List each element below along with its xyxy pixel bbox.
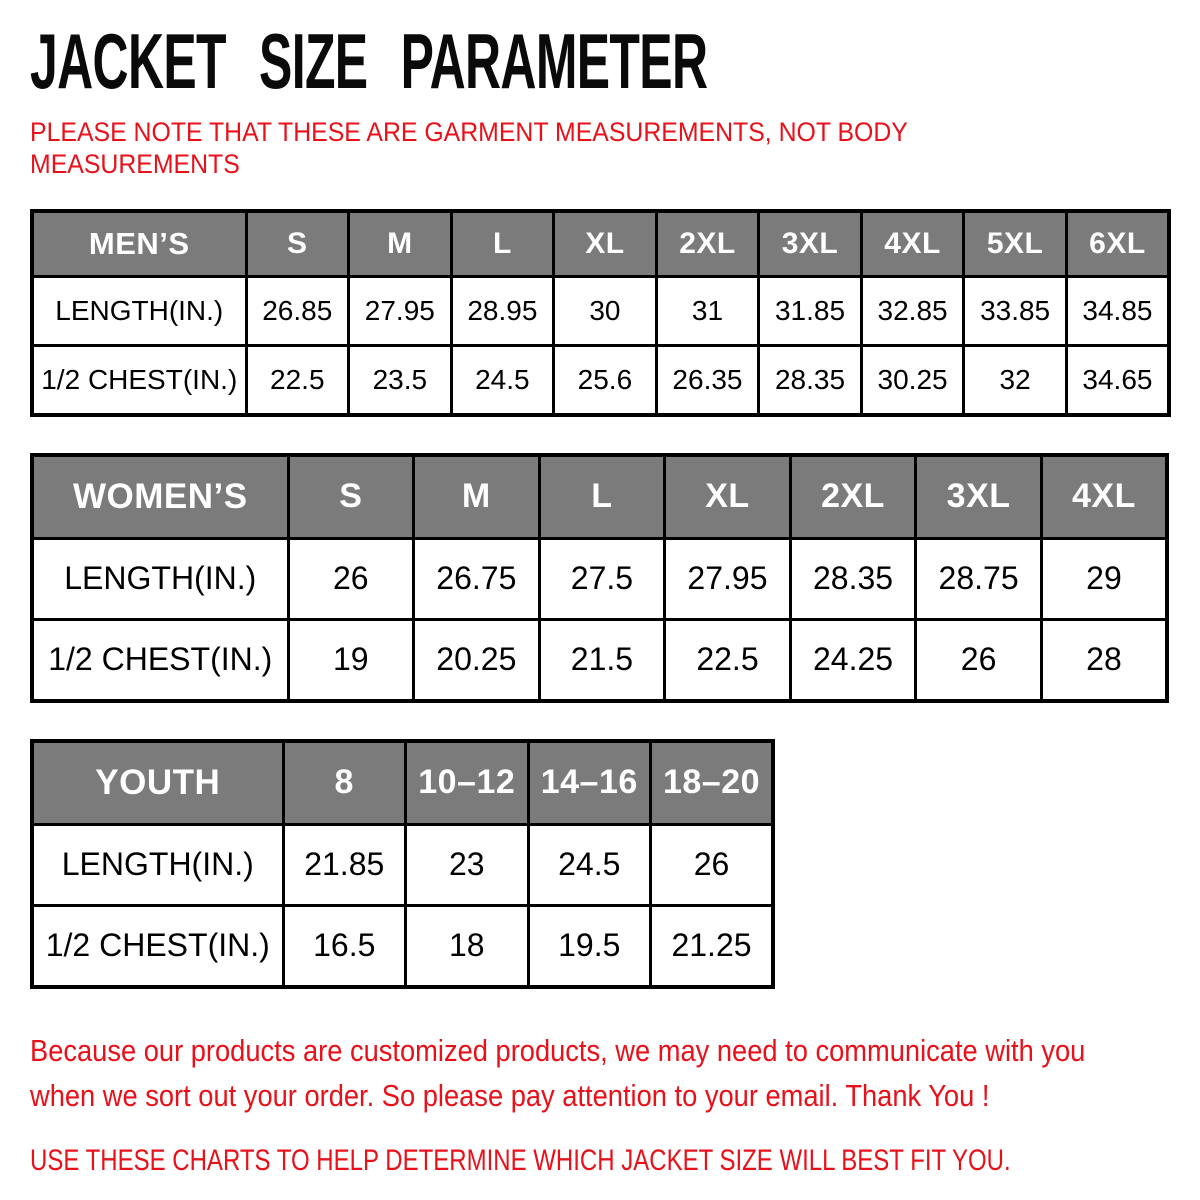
measurement-value-cell: 27.5: [539, 538, 665, 619]
size-column-header: L: [451, 211, 554, 277]
footer-line-2: when we sort out your order. So please pay attention to your email. Thank You !: [30, 1077, 990, 1113]
measurement-value-cell: 20.25: [414, 619, 540, 701]
measurement-value-cell: 28.95: [451, 276, 554, 345]
size-column-header: M: [414, 455, 540, 539]
measurement-value-cell: 24.25: [790, 619, 916, 701]
size-column-header: 2XL: [790, 455, 916, 539]
measurement-value-cell: 27.95: [349, 276, 452, 345]
size-column-header: 2XL: [656, 211, 759, 277]
measurement-value-cell: 23.5: [349, 345, 452, 415]
measurement-value-cell: 31: [656, 276, 759, 345]
size-table-womens: [30, 453, 1169, 703]
measurement-value-cell: 33.85: [964, 276, 1067, 345]
measurement-value-cell: 32: [964, 345, 1067, 415]
measurement-value-cell: 28.75: [916, 538, 1042, 619]
note-line-1: PLEASE NOTE THAT THESE ARE GARMENT MEASUREMENTS, NOT BODY: [30, 117, 908, 148]
measurement-value-cell: 23: [406, 824, 529, 905]
row-label-cell: LENGTH(IN.): [32, 276, 246, 345]
size-column-header: S: [246, 211, 349, 277]
size-column-header: 4XL: [1041, 455, 1167, 539]
size-column-header: S: [288, 455, 414, 539]
table-row: [32, 345, 1169, 415]
table-title-cell: WOMEN’S: [32, 455, 288, 539]
row-label-cell: LENGTH(IN.): [32, 538, 288, 619]
measurement-value-cell: 25.6: [554, 345, 657, 415]
size-column-header: 4XL: [861, 211, 964, 277]
measurement-value-cell: 26.35: [656, 345, 759, 415]
footer-usage-note: USE THESE CHARTS TO HELP DETERMINE WHICH JACKET SIZE WILL BEST FIT YOU.: [30, 1143, 1011, 1177]
measurement-value-cell: 27.95: [665, 538, 791, 619]
measurement-value-cell: 28.35: [790, 538, 916, 619]
measurement-value-cell: 30: [554, 276, 657, 345]
row-label-cell: LENGTH(IN.): [32, 824, 283, 905]
measurement-value-cell: 26: [288, 538, 414, 619]
measurement-value-cell: 19.5: [528, 905, 651, 987]
measurement-value-cell: 26: [651, 824, 774, 905]
size-column-header: L: [539, 455, 665, 539]
size-column-header: M: [349, 211, 452, 277]
row-label-cell: 1/2 CHEST(IN.): [32, 619, 288, 701]
measurement-value-cell: 22.5: [665, 619, 791, 701]
size-table-youth: [30, 739, 775, 989]
measurement-value-cell: 21.85: [283, 824, 406, 905]
table-row: [32, 619, 1167, 701]
measurement-value-cell: 34.65: [1066, 345, 1169, 415]
size-column-header: XL: [665, 455, 791, 539]
measurement-value-cell: 22.5: [246, 345, 349, 415]
table-header-row: [32, 211, 1169, 277]
measurement-value-cell: 28.35: [759, 345, 862, 415]
size-column-header: 6XL: [1066, 211, 1169, 277]
table-title-cell: YOUTH: [32, 741, 283, 825]
measurement-value-cell: 26.85: [246, 276, 349, 345]
garment-measurement-note: [30, 116, 1088, 181]
table-header-row: [32, 741, 773, 825]
measurement-value-cell: 29: [1041, 538, 1167, 619]
size-column-header: 5XL: [964, 211, 1067, 277]
measurement-value-cell: 34.85: [1066, 276, 1169, 345]
measurement-value-cell: 26: [916, 619, 1042, 701]
size-column-header: 18–20: [651, 741, 774, 825]
table-header-row: [32, 455, 1167, 539]
size-column-header: XL: [554, 211, 657, 277]
measurement-value-cell: 21.5: [539, 619, 665, 701]
size-column-header: 8: [283, 741, 406, 825]
note-line-2: MEASUREMENTS: [30, 149, 240, 180]
measurement-value-cell: 26.75: [414, 538, 540, 619]
row-label-cell: 1/2 CHEST(IN.): [32, 345, 246, 415]
size-column-header: 14–16: [528, 741, 651, 825]
table-row: [32, 538, 1167, 619]
measurement-value-cell: 19: [288, 619, 414, 701]
table-row: [32, 276, 1169, 345]
table-row: [32, 905, 773, 987]
measurement-value-cell: 28: [1041, 619, 1167, 701]
size-table-mens: [30, 209, 1171, 417]
measurement-value-cell: 24.5: [528, 824, 651, 905]
page-title: JACKET SIZE PARAMETER: [30, 17, 708, 105]
table-title-cell: MEN’S: [32, 211, 246, 277]
size-column-header: 3XL: [759, 211, 862, 277]
measurement-value-cell: 32.85: [861, 276, 964, 345]
row-label-cell: 1/2 CHEST(IN.): [32, 905, 283, 987]
size-tables: [30, 209, 1180, 989]
footer-line-1: Because our products are customized products, we may need to communicate with you: [30, 1032, 1086, 1068]
size-column-header: 3XL: [916, 455, 1042, 539]
measurement-value-cell: 16.5: [283, 905, 406, 987]
measurement-value-cell: 21.25: [651, 905, 774, 987]
size-column-header: 10–12: [406, 741, 529, 825]
table-row: [32, 824, 773, 905]
measurement-value-cell: 31.85: [759, 276, 862, 345]
measurement-value-cell: 18: [406, 905, 529, 987]
measurement-value-cell: 30.25: [861, 345, 964, 415]
measurement-value-cell: 24.5: [451, 345, 554, 415]
footer-customization-note: [30, 1029, 1086, 1119]
